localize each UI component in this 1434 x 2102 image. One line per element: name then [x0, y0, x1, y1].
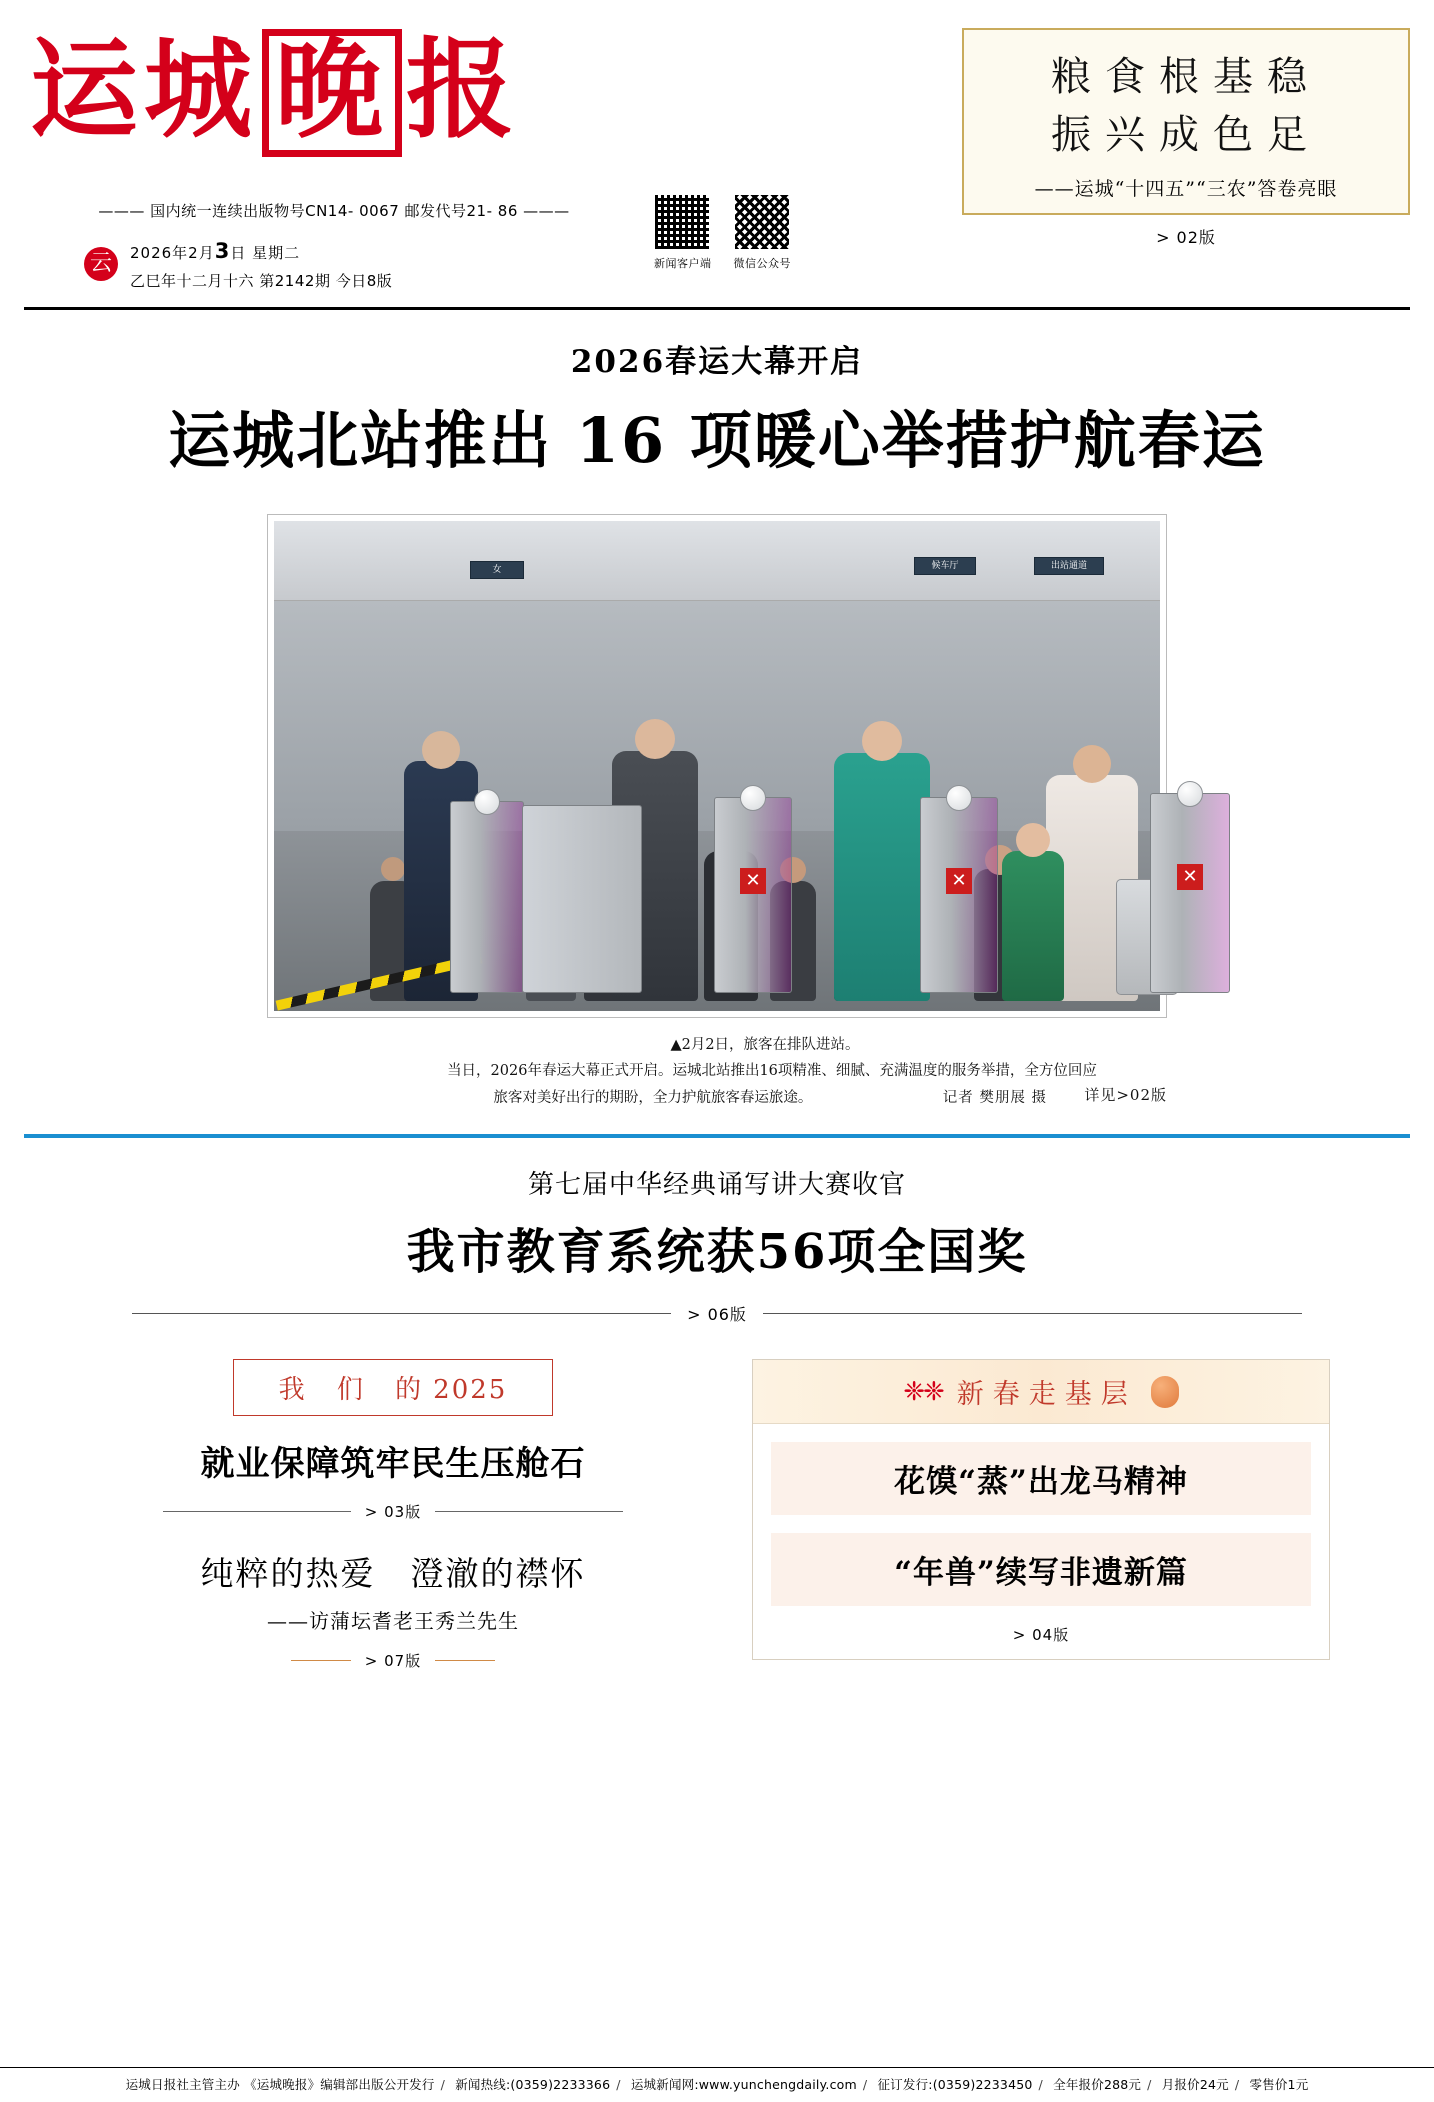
series-tag-label: 我 们 的 — [278, 1375, 434, 1406]
station-sign-restroom: 女 — [470, 561, 524, 579]
promo-teaser[interactable] — [962, 28, 1410, 248]
bottom-right-column — [752, 1359, 1330, 1671]
second-page-ref[interactable]: > 06版 — [687, 1305, 747, 1325]
masthead-left — [24, 18, 644, 293]
footer-bar: 运城日报社主管主办 《运城晚报》编辑部出版公开发行 / 新闻热线:(0359)2233366 / 运城新闻网:www.yunchengdaily.com / 征订发行:(0359)2233450 / 全年报价288元 / 月报价24元 / 零售价1元 — [0, 2067, 1434, 2102]
rule-left — [132, 1313, 671, 1314]
promo-line-2: 振兴成色足 — [1051, 112, 1321, 158]
footer-item-6: 零售价1元 — [1249, 2077, 1309, 2092]
right-page-ref[interactable]: > 04版 — [1012, 1626, 1070, 1645]
photo-caption — [267, 1032, 1167, 1112]
blue-divider — [24, 1134, 1410, 1138]
passenger-green-coat — [834, 753, 930, 1001]
rule-right — [435, 1511, 623, 1512]
lead-story — [24, 336, 1410, 1112]
station-sign-exit: 出站通道 — [1034, 557, 1104, 575]
footer-item-3: 征订发行:(0359)2233450 — [877, 2077, 1033, 2092]
lantern-icon — [1151, 1376, 1179, 1408]
second-ref-row — [132, 1302, 1302, 1325]
qr-item-app[interactable] — [654, 194, 712, 271]
festive-section — [752, 1359, 1330, 1660]
registration-line: ——— 国内统一连续出版物号CN14- 0067 邮发代号21- 86 ——— — [98, 202, 570, 220]
right-headline-1[interactable]: 花馍“蒸”出龙马精神 — [771, 1442, 1311, 1515]
second-kicker: 第七届中华经典诵写讲大赛收官 — [527, 1170, 906, 1201]
logo-char-1: 运 — [30, 27, 145, 153]
photo-credit: 记者 樊朋展 摄 — [942, 1090, 1047, 1107]
passenger-child — [1002, 851, 1064, 1001]
left-headline-2[interactable]: 纯粹的热爱 澄澈的襟怀 — [200, 1554, 586, 1594]
lead-headline[interactable]: 运城北站推出 16 项暖心举措护航春运 — [168, 403, 1266, 477]
footer-item-1: 新闻热线:(0359)2233366 — [455, 2077, 611, 2092]
logo-text — [24, 18, 644, 164]
qr-code-icon[interactable] — [654, 194, 710, 250]
qr-code-icon[interactable] — [734, 194, 790, 250]
date-year: 2026年2月 — [130, 244, 215, 262]
masthead-divider — [24, 307, 1410, 310]
festive-banner-title: 新春走基层 — [956, 1379, 1137, 1411]
caption-line-3-text: 旅客对美好出行的期盼，全力护航旅客春运旅途。 — [493, 1090, 813, 1107]
qr-item-wechat[interactable] — [734, 194, 792, 271]
caption-line-3 — [267, 1085, 1167, 1112]
second-story — [24, 1164, 1410, 1325]
qr-block — [654, 18, 791, 271]
series-tag-our-2025 — [233, 1359, 553, 1416]
left-headline-1[interactable]: 就业保障筑牢民生压舱石 — [200, 1444, 586, 1485]
railway-station-gate-photo — [274, 521, 1198, 1011]
festive-banner — [753, 1360, 1329, 1424]
date-lines — [130, 235, 392, 293]
caption-line-2: 当日，2026年春运大幕正式开启。运城北站推出16项精准、细腻、充满温度的服务举措，全方位回应 — [447, 1063, 1097, 1080]
left-ref-row-2 — [163, 1650, 623, 1671]
promo-box — [962, 28, 1410, 215]
ticket-gate — [450, 801, 524, 993]
rule-right — [435, 1660, 495, 1661]
newspaper-logo — [24, 18, 644, 198]
lunar-date: 乙巳年十二月十六 第2142期 今日8版 — [130, 271, 393, 290]
left-page-ref-2[interactable]: > 07版 — [364, 1652, 422, 1671]
caption-line-1: ▲2月2日，旅客在排队进站。 — [670, 1036, 860, 1053]
rule-left — [291, 1660, 351, 1661]
rule-left — [163, 1511, 351, 1512]
lead-photo-frame — [267, 514, 1198, 1018]
promo-subtitle: ——运城“十四五”“三农”答卷亮眼 — [1034, 178, 1338, 200]
qr-label-wechat: 微信公众号 — [733, 257, 791, 270]
logo-char-3: 晚 — [262, 29, 402, 157]
bottom-section — [24, 1359, 1410, 1671]
masthead — [24, 0, 1410, 293]
ticket-gate: ✕ — [920, 797, 998, 993]
bottom-left-column — [104, 1359, 682, 1671]
lead-page-ref[interactable]: 详见>02版 — [1084, 1086, 1167, 1105]
date-block — [24, 235, 644, 293]
left-ref-row-1 — [163, 1501, 623, 1522]
ticket-gate: ✕ — [714, 797, 792, 993]
series-tag-year: 2025 — [433, 1375, 508, 1406]
ticket-gate: ✕ — [1150, 793, 1230, 993]
footer-item-0: 运城日报社主管主办 《运城晚报》编辑部出版公开发行 — [125, 2077, 435, 2092]
chinese-knot-icon: ❈❈ — [903, 1376, 943, 1407]
footer-item-5: 月报价24元 — [1161, 2077, 1229, 2092]
logo-char-4: 报 — [406, 27, 521, 153]
date-weekday: 日 星期二 — [230, 244, 301, 262]
promo-page-ref[interactable]: > 02版 — [1156, 228, 1216, 247]
lead-kicker: 2026春运大幕开启 — [570, 343, 864, 380]
qr-label-app: 新闻客户端 — [654, 257, 712, 270]
logo-char-2: 城 — [144, 27, 259, 153]
ticket-gate — [522, 805, 642, 993]
promo-line-1: 粮食根基稳 — [1051, 54, 1321, 100]
station-sign-waiting: 候车厅 — [914, 557, 976, 575]
paper-logo-icon: 云 — [84, 247, 118, 281]
date-day: 3 — [214, 239, 231, 263]
gregorian-date — [130, 235, 392, 269]
left-subtitle-2: ——访蒲坛耆老王秀兰先生 — [267, 1609, 519, 1634]
footer-item-2: 运城新闻网:www.yunchengdaily.com — [630, 2077, 857, 2092]
right-headline-2[interactable]: “年兽”续写非遗新篇 — [771, 1533, 1311, 1606]
rule-right — [763, 1313, 1302, 1314]
left-page-ref-1[interactable]: > 03版 — [364, 1503, 422, 1522]
second-headline[interactable]: 我市教育系统获56项全国奖 — [406, 1224, 1028, 1281]
footer-item-4: 全年报价288元 — [1053, 2077, 1142, 2092]
